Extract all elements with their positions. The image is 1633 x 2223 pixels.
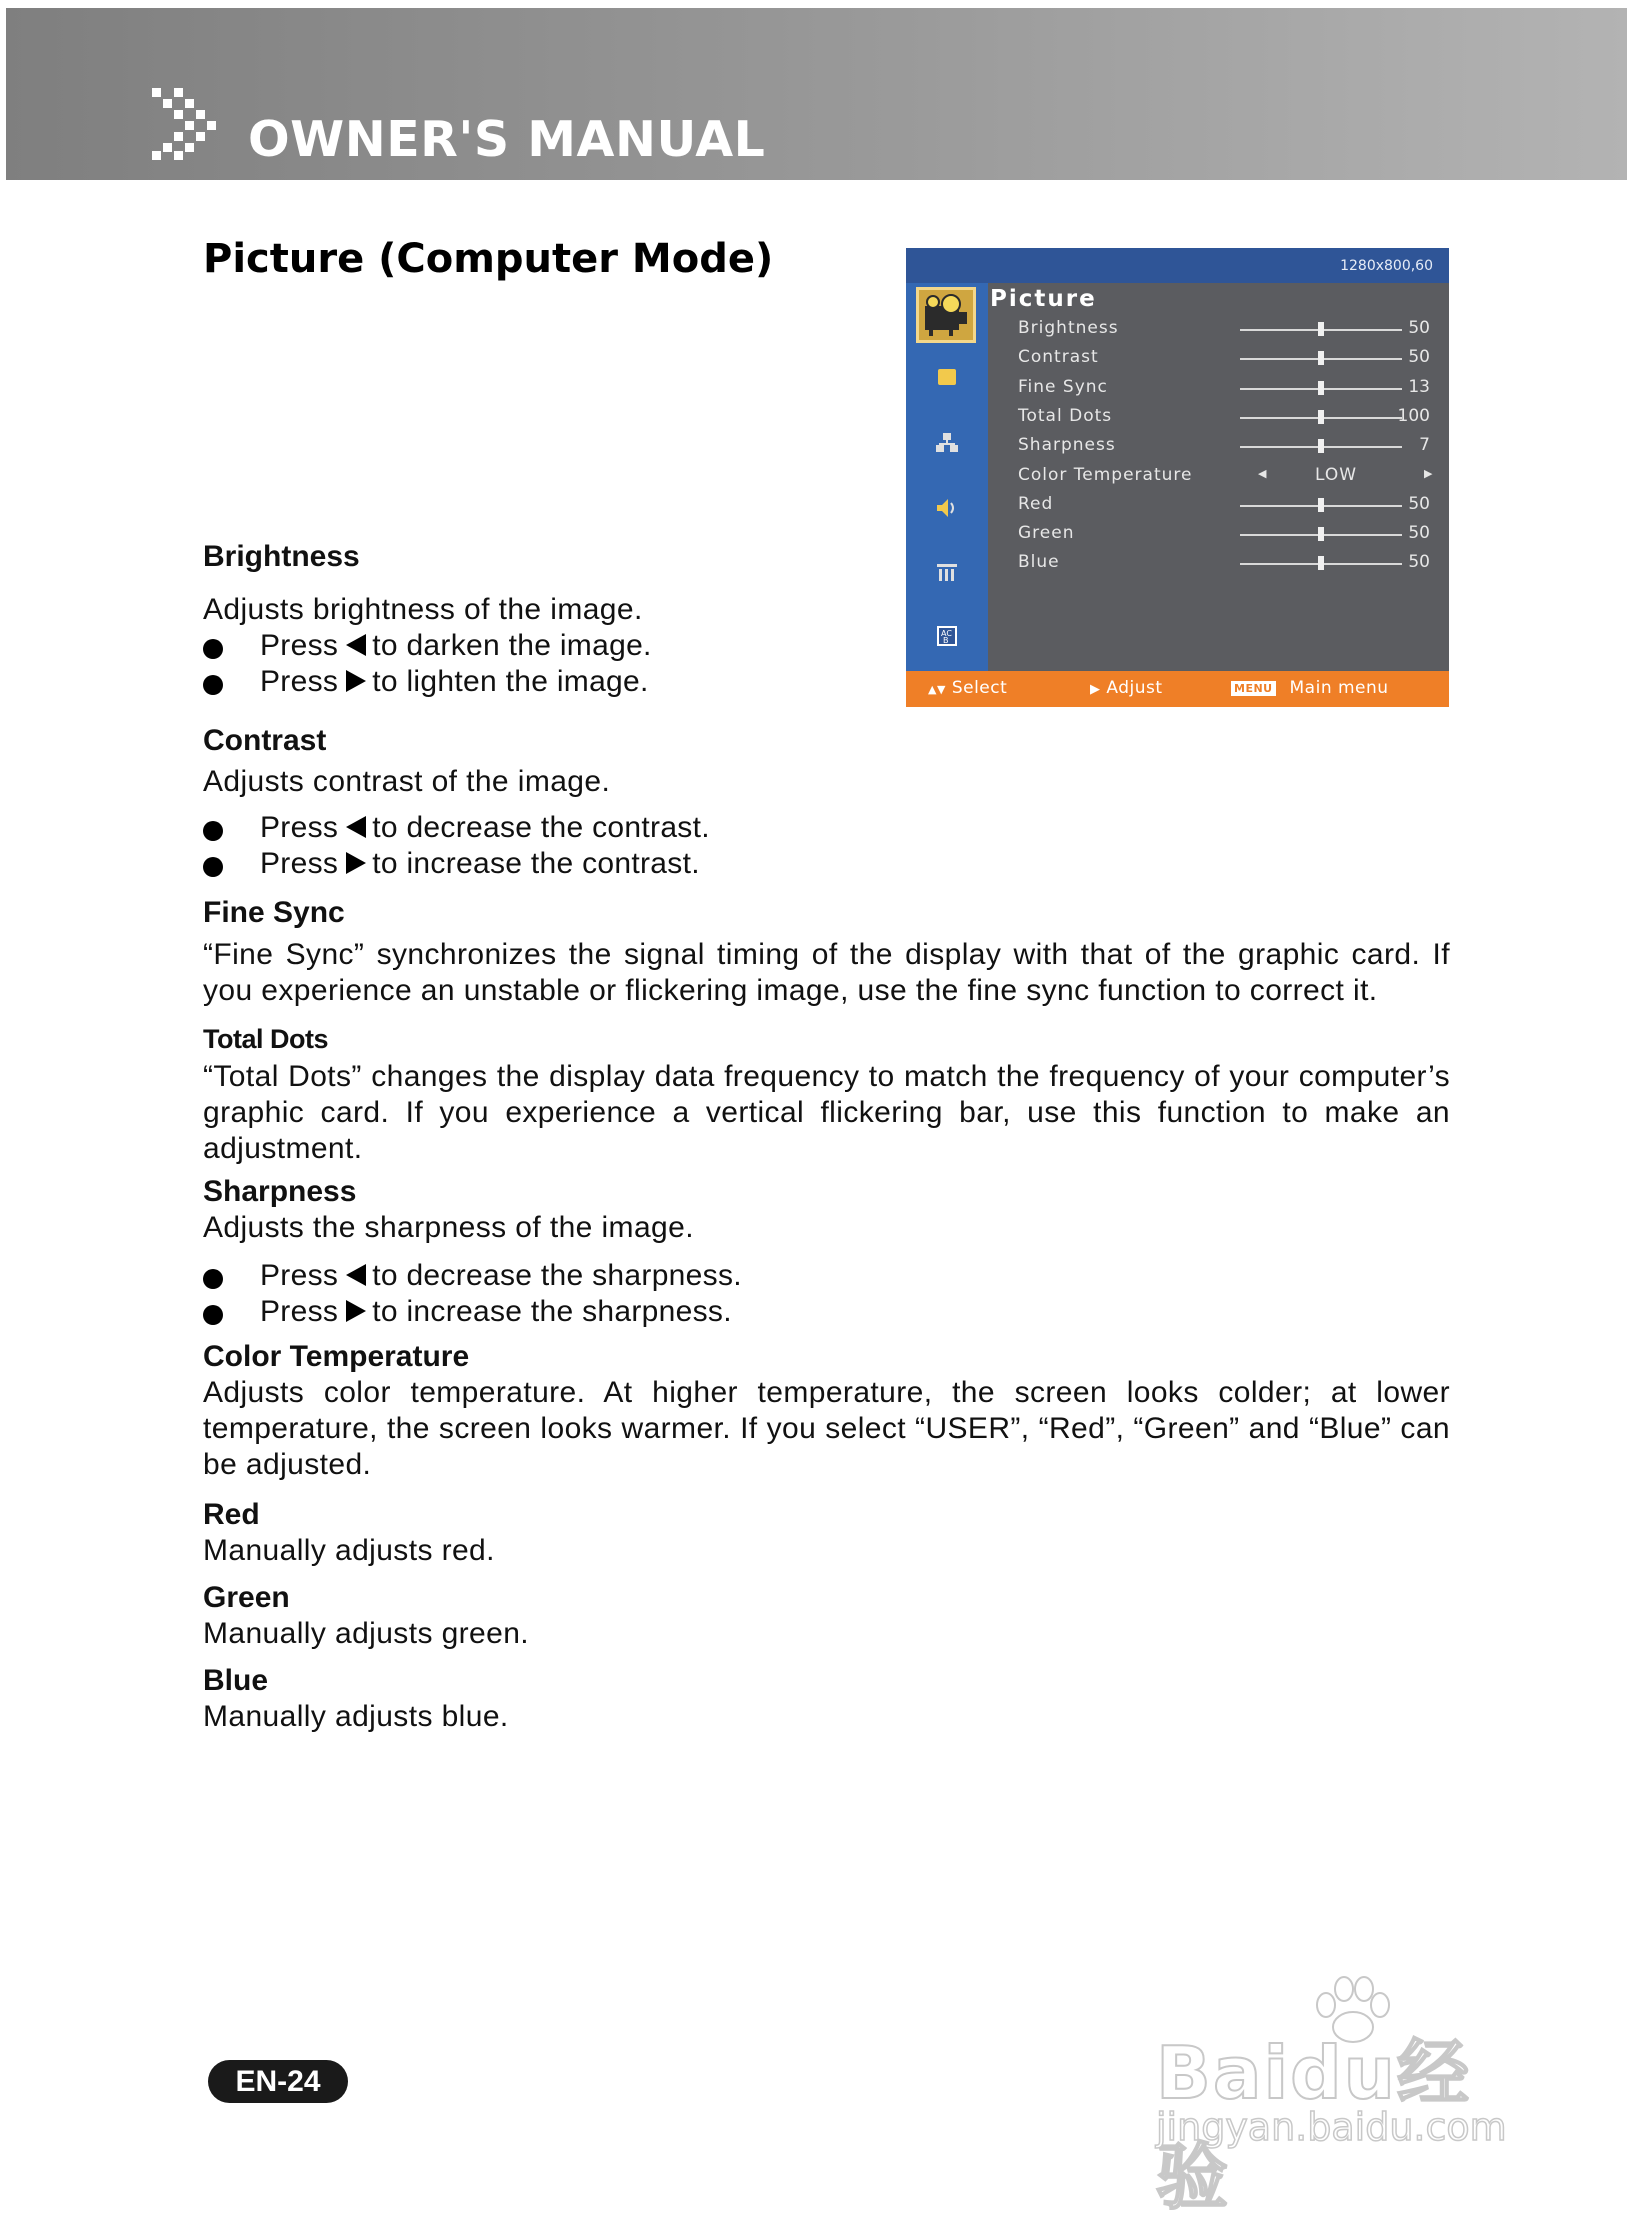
right-arrow-icon [346, 1300, 366, 1322]
osd-row[interactable] [1018, 435, 1438, 463]
osd-top-bar [906, 248, 1449, 283]
osd-option-value: LOW [1315, 464, 1358, 485]
osd-row-value: 50 [1408, 493, 1430, 514]
desc-contrast: Adjusts contrast of the image. [203, 765, 611, 798]
osd-menu-title: Picture [990, 286, 1097, 312]
osd-row-value: 7 [1419, 435, 1430, 456]
section-total-dots [203, 1021, 1450, 1167]
desc-total-dots: “Total Dots” changes the display data frequency to match the frequency of your computer’s graphic card. If you experience a vertical flickering bar, use this function to make an adjustment. [203, 1060, 1450, 1165]
osd-row[interactable] [1018, 494, 1438, 522]
osd-resolution: 1280x800,60 [1340, 258, 1433, 274]
bullet-item: Press to decrease the sharpness. [203, 1258, 1450, 1294]
osd-slider-knob[interactable] [1318, 381, 1324, 395]
right-arrow-icon [346, 670, 366, 692]
header-band [6, 8, 1627, 180]
osd-row[interactable] [1018, 377, 1438, 405]
left-arrow-icon [346, 1264, 366, 1286]
heading-fine-sync: Fine Sync [203, 896, 345, 929]
bullet-dot-icon [203, 639, 223, 659]
right-arrow-icon: ▶ [1090, 682, 1101, 697]
heading-blue: Blue [203, 1664, 269, 1697]
manual-title: OWNER'S MANUAL [248, 111, 766, 168]
osd-row-value: 50 [1408, 347, 1430, 368]
osd-row-label: Total Dots [1018, 405, 1113, 426]
osd-row-value: 100 [1397, 405, 1430, 426]
osd-row[interactable] [1018, 318, 1438, 346]
osd-left-arrow-icon[interactable]: ◀ [1258, 466, 1267, 480]
section-fine-sync [203, 895, 1450, 1009]
bullet-item: Press to decrease the contrast. [203, 810, 1450, 846]
osd-row-label: Red [1018, 493, 1054, 514]
osd-row-label: Brightness [1018, 318, 1119, 338]
desc-green: Manually adjusts green. [203, 1617, 530, 1650]
bullet-item: Press to lighten the image. [203, 664, 1450, 700]
bullet-dot-icon [203, 1305, 223, 1325]
section-sharpness [203, 1174, 1450, 1330]
desc-sharpness: Adjusts the sharpness of the image. [203, 1211, 694, 1244]
heading-color-temperature: Color Temperature [203, 1340, 470, 1373]
heading-total-dots: Total Dots [203, 1024, 328, 1054]
desc-red: Manually adjusts red. [203, 1534, 495, 1567]
osd-row-value: 50 [1408, 552, 1430, 573]
osd-row[interactable] [1018, 406, 1438, 434]
osd-row-label: Blue [1018, 552, 1060, 573]
osd-slider-knob[interactable] [1318, 439, 1324, 453]
heading-sharpness: Sharpness [203, 1175, 357, 1208]
section-contrast [203, 723, 1450, 882]
osd-row[interactable] [1018, 347, 1438, 375]
desc-brightness: Adjusts brightness of the image. [203, 593, 643, 626]
heading-contrast: Contrast [203, 724, 327, 757]
osd-row-value: 13 [1408, 376, 1430, 397]
osd-row[interactable] [1018, 465, 1438, 493]
projector-icon [919, 290, 973, 340]
svg-text:AC: AC [941, 629, 952, 638]
bullet-item: Press to increase the contrast. [203, 846, 1450, 882]
audio-icon[interactable] [933, 496, 961, 520]
watermark-main-text: Baidu经验 [1156, 2031, 1471, 2219]
desc-color-temperature: Adjusts color temperature. At higher temperature, the screen looks colder; at lower temperature, the screen looks warmer. If you select “USER”, “Red”, “Green” and “Blue” can be adjusted. [203, 1376, 1450, 1481]
right-arrow-icon [346, 852, 366, 874]
osd-footer-select: ▲▼ Select [928, 678, 1008, 698]
heading-brightness: Brightness [203, 540, 360, 573]
section-brightness [203, 539, 1450, 700]
osd-slider-knob[interactable] [1318, 498, 1324, 512]
heading-green: Green [203, 1581, 290, 1614]
double-chevron-icon [152, 88, 224, 160]
heading-red: Red [203, 1498, 260, 1531]
screen-icon[interactable] [933, 365, 961, 389]
menu-key-label: MENU [1231, 681, 1276, 696]
section-green [203, 1580, 1450, 1652]
section-color-temperature [203, 1339, 1450, 1483]
network-icon[interactable] [933, 431, 961, 455]
svg-text:B: B [943, 636, 949, 645]
osd-row-label: Green [1018, 523, 1075, 544]
osd-footer-adjust: ▶ Adjust [1090, 678, 1163, 698]
bullet-dot-icon [203, 675, 223, 695]
osd-row-label: Sharpness [1018, 435, 1116, 456]
up-down-arrow-icon: ▲▼ [928, 683, 946, 696]
osd-picture-tab[interactable] [916, 287, 976, 343]
section-blue [203, 1663, 1450, 1735]
left-arrow-icon [346, 634, 366, 656]
section-red [203, 1497, 1450, 1569]
watermark [1156, 1975, 1536, 2219]
osd-row-label: Color Temperature [1018, 464, 1193, 485]
desc-blue: Manually adjusts blue. [203, 1700, 509, 1733]
osd-row-value: 50 [1408, 318, 1430, 338]
bullet-dot-icon [203, 857, 223, 877]
osd-right-arrow-icon[interactable]: ▶ [1424, 466, 1433, 480]
osd-slider-knob[interactable] [1318, 410, 1324, 424]
page-number: EN-24 [208, 2060, 348, 2103]
bullet-item: Press to darken the image. [203, 628, 1450, 664]
desc-fine-sync: “Fine Sync” synchronizes the signal timing of the display with that of the graphic card. If you experience an unstable or flickering image, use the fine sync function to correct it. [203, 938, 1450, 1007]
bullet-dot-icon [203, 821, 223, 841]
bullet-item: Press to increase the sharpness. [203, 1294, 1450, 1330]
watermark-url: jingyan.baidu.com [1156, 2105, 1507, 2149]
osd-slider-knob[interactable] [1318, 322, 1324, 336]
osd-row-label: Fine Sync [1018, 376, 1108, 397]
left-arrow-icon [346, 816, 366, 838]
page-title: Picture (Computer Mode) [203, 236, 774, 282]
osd-footer-main-menu: MENU Main menu [1231, 678, 1389, 698]
osd-row-value: 50 [1408, 523, 1430, 544]
osd-row-label: Contrast [1018, 347, 1099, 368]
osd-slider-knob[interactable] [1318, 351, 1324, 365]
bullet-dot-icon [203, 1269, 223, 1289]
